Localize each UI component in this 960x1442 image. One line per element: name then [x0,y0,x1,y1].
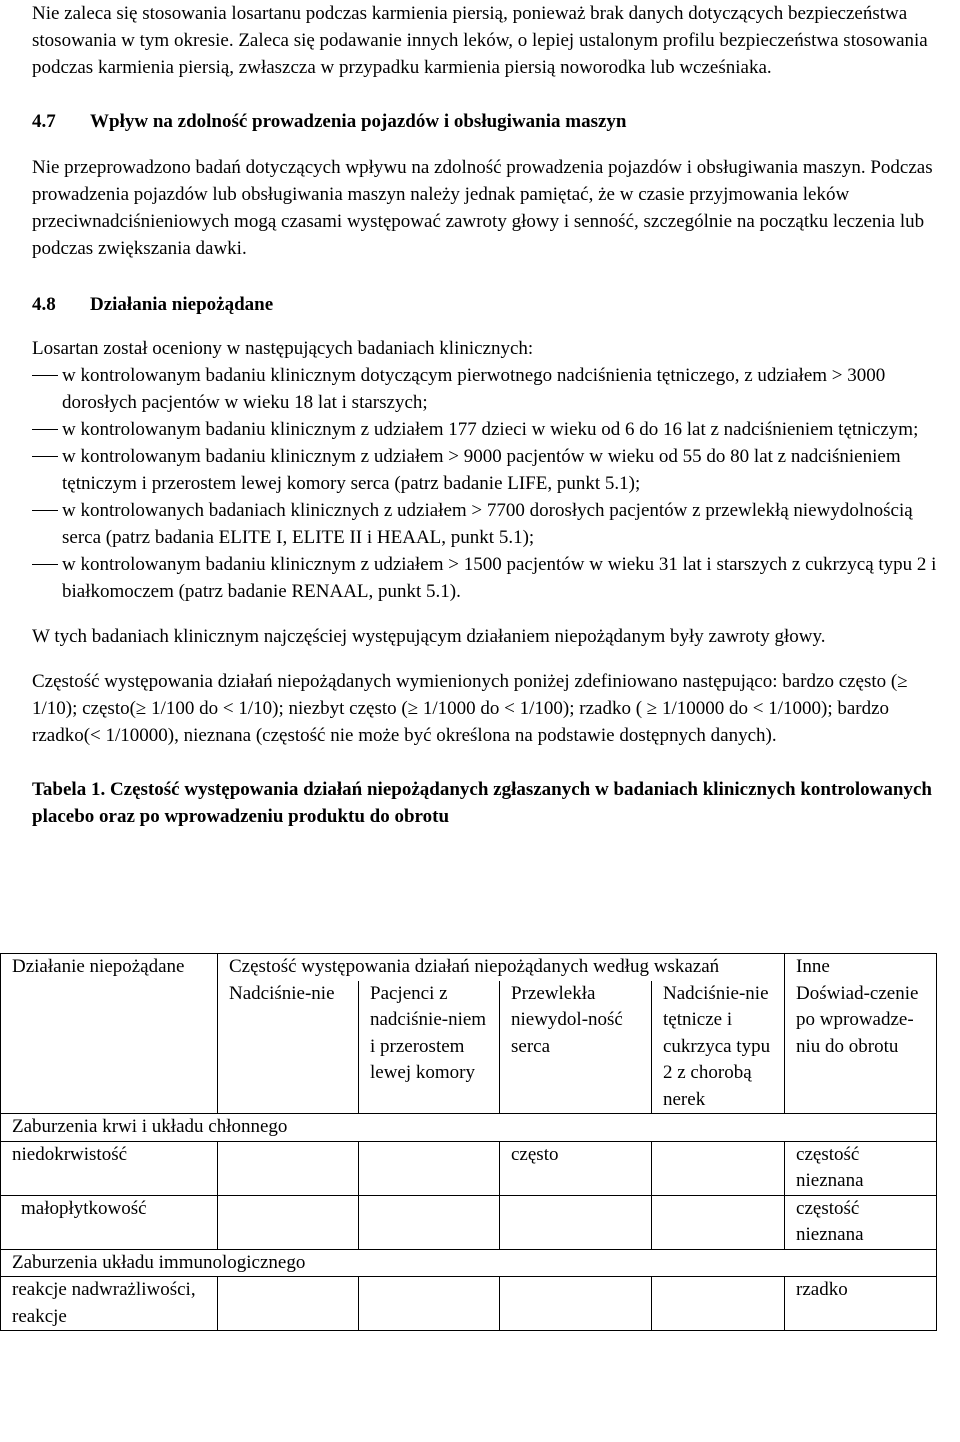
list-item: w kontrolowanym badaniu klinicznym z udziałem 177 dzieci w wieku od 6 do 16 lat z nadciśnieniem tętniczym; [32,416,956,443]
table-cell [652,1195,785,1249]
table-cell: często [500,1141,652,1195]
table-cell: częstość nieznana [785,1141,937,1195]
section-title-immune: Zaburzenia układu immunologicznego [1,1249,937,1277]
row-name: małopłytkowość [1,1195,218,1249]
list-item: w kontrolowanych badaniach klinicznych z udziałem > 7700 dorosłych pacjentów z przewlekłą niewydolnością serca (patrz badania ELITE I, ELITE II i HEAAL, punkt 5.1); [32,497,956,551]
section-4-7-body: Nie przeprowadzono badań dotyczących wpływu na zdolność prowadzenia pojazdów i obsługiwania maszyn. Podczas prowadzenia pojazdów lub obsługiwania maszyn należy jednak pamiętać, że w czasie przyjmowania leków przeciwnadciśnieniowych mogą czasami występować zawroty głowy i senność, szczególnie na początku leczenia lub podczas zwiększania dawki. [32,157,933,259]
intro-paragraph: Nie zaleca się stosowania losartanu podczas karmienia piersią, ponieważ brak danych dotyczących bezpieczeństwa stosowania w tym okresie. Zaleca się podawanie innych leków, o lepiej ustalonym profilu bezpieczeństwa stosowania podczas karmienia piersią, zwłaszcza w przypadku karmienia piersią noworodka lub wcześniaka. [32,3,928,78]
frequency-definition: Częstość występowania działań niepożądanych wymienionych poniżej zdefiniowano następująco: bardzo często (≥ 1/10); często(≥ 1/100 do < 1/10); niezbyt często (≥ 1/1000 do < 1/100); rzadko ( ≥ 1/10000 do < 1/1000); bardzo rzadko(< 1/10000), nieznana (częstość nie może być określona na podstawie dostępnych danych). [32,671,908,746]
table-cell [218,1195,359,1249]
table-row [1,1277,937,1331]
table-cell [359,1277,500,1331]
table-cell: rzadko [785,1277,937,1331]
subheader-diabetes-nephropathy: Nadciśnie-nie tętnicze i cukrzyca typu 2 z chorobą nerek [652,981,785,1114]
list-item: w kontrolowanym badaniu klinicznym dotyczącym pierwotnego nadciśnienia tętniczego, z udziałem > 3000 dorosłych pacjentów w wieku 18 lat i starszych; [32,362,956,416]
section-title: Działania niepożądane [90,294,274,315]
section-number: 4.7 [32,111,56,132]
list-item: w kontrolowanym badaniu klinicznym z udziałem > 1500 pacjentów w wieku 31 lat i starszych z cukrzycą typu 2 i białkomoczem (patrz badanie RENAAL, punkt 5.1). [32,551,956,605]
header-indication-group: Częstość występowania działań niepożądanych według wskazań [218,954,785,981]
table-header-row [1,954,937,981]
table-section-row [1,1249,937,1277]
table-cell [218,1141,359,1195]
table-cell: częstość nieznana [785,1195,937,1249]
table-cell [218,1277,359,1331]
studies-list [32,362,956,605]
table-row [1,1195,937,1249]
subheader-lvh: Pacjenci z nadciśnie-niem i przerostem lewej komory [359,981,500,1114]
table-cell [500,1277,652,1331]
table-cell [359,1195,500,1249]
table-section-row [1,1114,937,1142]
row-name: niedokrwistość [1,1141,218,1195]
studies-lead: Losartan został oceniony w następujących badaniach klinicznych: [32,338,534,359]
header-other-group: Inne [785,954,937,981]
table-cell [652,1277,785,1331]
list-item: w kontrolowanym badaniu klinicznym z udziałem > 9000 pacjentów w wieku od 55 do 80 lat z nadciśnieniem tętniczym i przerostem lewej komory serca (patrz badanie LIFE, punkt 5.1); [32,443,956,497]
subheader-post-marketing: Doświad-czenie po wprowadze-niu do obrotu [785,981,937,1114]
subheader-heart-failure: Przewlekła niewydol-ność serca [500,981,652,1114]
document-page [32,0,956,830]
section-4-8-heading [32,291,956,318]
table-cell [359,1141,500,1195]
section-title: Wpływ na zdolność prowadzenia pojazdów i obsługiwania maszyn [90,111,627,132]
subheader-hypertension: Nadciśnie-nie [218,981,359,1114]
most-common-paragraph: W tych badaniach klinicznym najczęściej występującym działaniem niepożądanym były zawroty głowy. [32,626,826,647]
section-title-blood: Zaburzenia krwi i układu chłonnego [1,1114,937,1142]
section-4-7-heading [32,108,956,135]
adverse-reactions-table [0,953,937,1331]
table-row [1,1141,937,1195]
header-adverse-reaction: Działanie niepożądane [1,954,218,1114]
table-cell [652,1141,785,1195]
row-name: reakcje nadwrażliwości, reakcje [1,1277,218,1331]
section-number: 4.8 [32,294,56,315]
table-cell [500,1195,652,1249]
table-caption: Tabela 1. Częstość występowania działań niepożądanych zgłaszanych w badaniach klinicznych kontrolowanych placebo oraz po wprowadzeniu produktu do obrotu [32,779,932,827]
